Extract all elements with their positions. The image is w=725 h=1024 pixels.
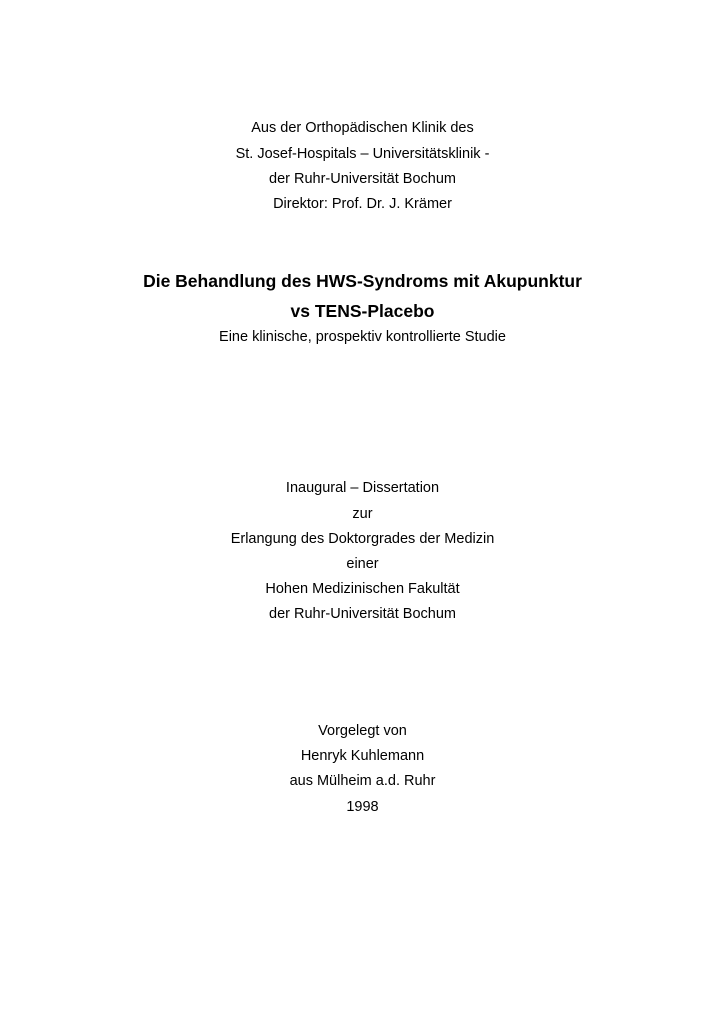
institution-line-hospital: St. Josef-Hospitals – Universitätsklinik - (235, 146, 490, 162)
thesis-subtitle: Eine klinische, prospektiv kontrollierte Studie (219, 329, 506, 345)
author-name: Henryk Kuhlemann (300, 748, 425, 764)
dissertation-line-zur: zur (352, 506, 373, 522)
submitted-by: Vorgelegt von (318, 723, 407, 739)
dissertation-line-type: Inaugural – Dissertation (285, 480, 440, 496)
institution-line-university: der Ruhr-Universität Bochum (269, 171, 456, 187)
thesis-title-line-2: vs TENS-Placebo (290, 301, 435, 321)
thesis-title-line-1: Die Behandlung des HWS-Syndroms mit Akupunktur (143, 271, 582, 291)
dissertation-line-university: der Ruhr-Universität Bochum (269, 606, 456, 622)
institution-line-director: Direktor: Prof. Dr. J. Krämer (273, 196, 452, 212)
dissertation-line-einer: einer (346, 556, 379, 572)
institution-line-clinic: Aus der Orthopädischen Klinik des (251, 120, 474, 136)
author-origin: aus Mülheim a.d. Ruhr (289, 773, 436, 789)
submission-year: 1998 (346, 799, 379, 815)
dissertation-line-faculty: Hohen Medizinischen Fakultät (265, 581, 460, 597)
dissertation-line-degree: Erlangung des Doktorgrades der Medizin (230, 531, 495, 547)
